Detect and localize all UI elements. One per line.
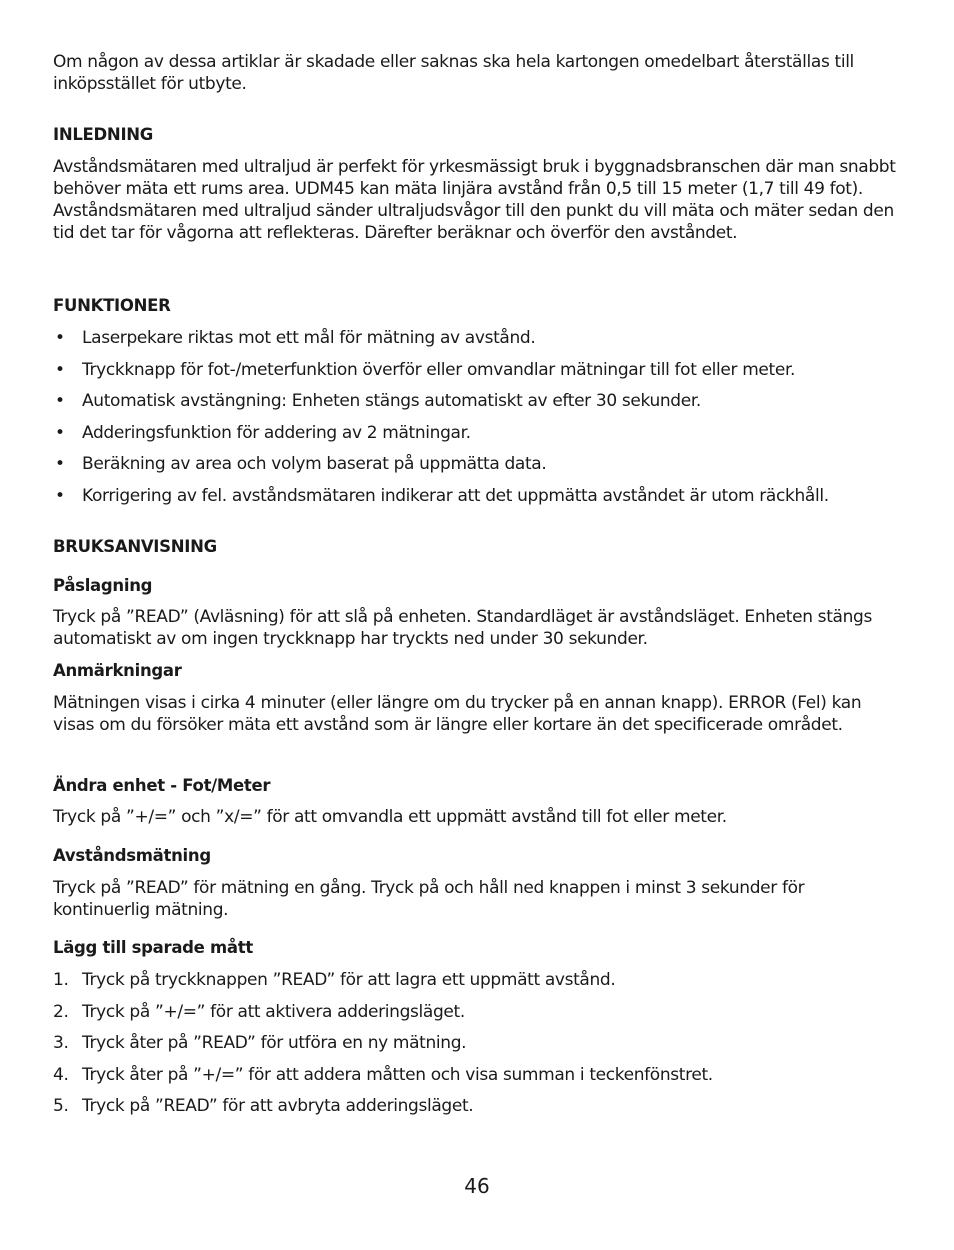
bullet-marker: • — [55, 423, 65, 443]
step-number: 4. — [53, 1065, 69, 1085]
anmarkningar-paragraph: Mätningen visas i cirka 4 minuter (eller längre om du trycker på en annan knapp). ERROR (Fel) kan visas om du försöker mäta ett avstånd som är längre eller kortare än det specificerade området. — [53, 693, 862, 735]
andra-enhet-paragraph: Tryck på ”+/=” och ”x/=” för att omvandla ett uppmätt avstånd till fot eller meter. — [53, 807, 727, 827]
step-text: Tryck åter på ”+/=” för att addera måtten och visa summan i teckenfönstret. — [82, 1065, 713, 1085]
feature-text: Automatisk avstängning: Enheten stängs automatiskt av efter 30 sekunder. — [82, 391, 701, 411]
feature-text: Adderingsfunktion för addering av 2 mätningar. — [82, 423, 471, 443]
heading-funktioner: FUNKTIONER — [53, 296, 171, 315]
bullet-marker: • — [55, 486, 65, 506]
subheading-avstandsmatning: Avståndsmätning — [53, 846, 211, 865]
subheading-lagg-till: Lägg till sparade mått — [53, 938, 253, 957]
step-number: 3. — [53, 1033, 69, 1053]
bullet-marker: • — [55, 328, 65, 348]
intro-paragraph: Om någon av dessa artiklar är skadade eller saknas ska hela kartongen omedelbart återställas till inköpsstället för utbyte. — [53, 52, 854, 94]
feature-text: Tryckknapp för fot-/meterfunktion överför eller omvandlar mätningar till fot eller meter. — [82, 360, 796, 380]
paslagning-paragraph: Tryck på ”READ” (Avläsning) för att slå på enheten. Standardläget är avståndsläget. Enheten stängs automatiskt av om ingen tryckknapp har tryckts ned under 30 sekunder. — [53, 607, 872, 649]
page-number: 46 — [464, 1174, 490, 1198]
step-text: Tryck på ”READ” för att avbryta adderingsläget. — [82, 1096, 474, 1116]
step-number: 1. — [53, 970, 69, 990]
inledning-paragraph: Avståndsmätaren med ultraljud är perfekt för yrkesmässigt bruk i byggnadsbranschen där man snabbt behöver mäta ett rums area. UDM45 kan mäta linjära avstånd från 0,5 till 15 meter (1,7 till 49 fot). Avståndsmätaren med ultraljud sänder ultraljudsvågor till den punkt du vill mäta och mäter sedan den tid det tar för vågorna att reflekteras. Därefter beräknar och överför den avståndet. — [53, 157, 896, 243]
feature-text: Laserpekare riktas mot ett mål för mätning av avstånd. — [82, 328, 536, 348]
step-text: Tryck på ”+/=” för att aktivera adderingsläget. — [82, 1002, 465, 1022]
subheading-paslagning: Påslagning — [53, 576, 153, 595]
bullet-marker: • — [55, 454, 65, 474]
feature-text: Korrigering av fel. avståndsmätaren indikerar att det uppmätta avståndet är utom räckhåll. — [82, 486, 829, 506]
step-number: 2. — [53, 1002, 69, 1022]
bullet-marker: • — [55, 360, 65, 380]
subheading-andra-enhet: Ändra enhet - Fot/Meter — [53, 776, 271, 795]
step-text: Tryck åter på ”READ” för utföra en ny mätning. — [82, 1033, 467, 1053]
step-number: 5. — [53, 1096, 69, 1116]
subheading-anmarkningar: Anmärkningar — [53, 661, 182, 680]
step-text: Tryck på tryckknappen ”READ” för att lagra ett uppmätt avstånd. — [82, 970, 616, 990]
avstandsmatning-paragraph: Tryck på ”READ” för mätning en gång. Tryck på och håll ned knappen i minst 3 sekunder för kontinuerlig mätning. — [53, 878, 805, 920]
bullet-marker: • — [55, 391, 65, 411]
feature-text: Beräkning av area och volym baserat på uppmätta data. — [82, 454, 547, 474]
heading-bruksanvisning: BRUKSANVISNING — [53, 537, 217, 556]
heading-inledning: INLEDNING — [53, 125, 154, 144]
